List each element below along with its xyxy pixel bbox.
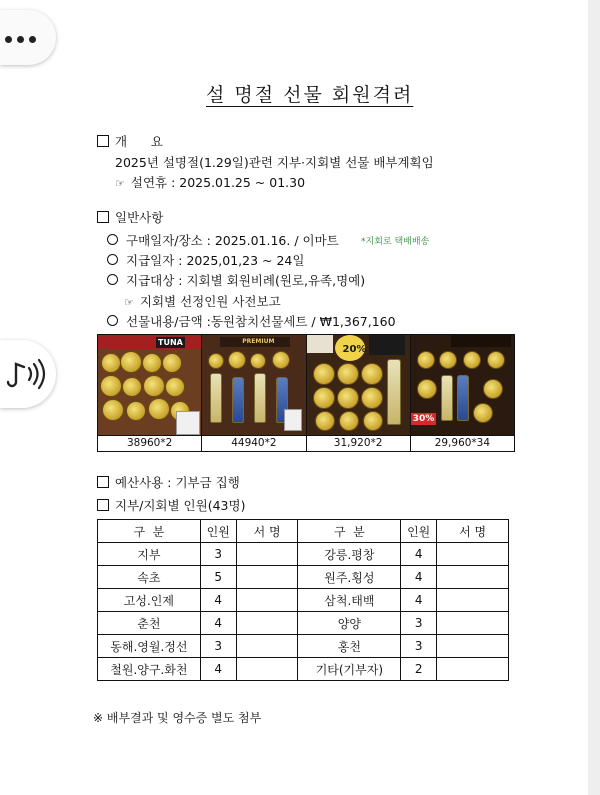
table-row	[98, 589, 509, 612]
photo-price: 44940*2	[202, 435, 305, 451]
table-row	[98, 658, 509, 681]
cell-branch: 춘천	[98, 612, 201, 635]
cell-branch: 고성.인제	[98, 589, 201, 612]
budget-line: 예산사용 : 기부금 집행	[97, 473, 240, 491]
text-to-speech-icon	[2, 356, 48, 392]
header-cell: 인원	[200, 520, 236, 543]
table-row	[98, 566, 509, 589]
cell-count: 4	[401, 589, 437, 612]
cell-branch: 동해.영월.정선	[98, 635, 201, 658]
photo-cell	[307, 335, 411, 451]
cell-signature	[236, 612, 298, 635]
cell-signature	[236, 566, 298, 589]
purchase-line: 구매일자/장소 : 2025.01.16. / 이마트	[107, 231, 339, 249]
gift-line: 선물내용/금액 :동원참치선물세트 / ₩1,367,160	[107, 312, 396, 330]
photo-label: 30%	[412, 414, 435, 424]
cell-signature	[437, 635, 509, 658]
header-cell: 서 명	[437, 520, 509, 543]
cell-count: 4	[200, 658, 236, 681]
gift-set-photo	[307, 335, 410, 435]
delivery-note: *지회로 택배배송	[361, 237, 430, 247]
circle-bullet-icon	[107, 234, 118, 245]
cell-signature	[437, 566, 509, 589]
photo-price: 29,960*34	[411, 435, 514, 451]
cell-count: 4	[401, 566, 437, 589]
circle-bullet-icon	[107, 315, 118, 326]
cell-signature	[437, 658, 509, 681]
cell-signature	[236, 658, 298, 681]
header-cell: 구 분	[98, 520, 201, 543]
gift-set-photo	[202, 335, 305, 435]
cell-branch: 원주.횡성	[298, 566, 401, 589]
cell-count: 5	[200, 566, 236, 589]
gift-set-photo	[98, 335, 201, 435]
cell-branch: 기타(기부자)	[298, 658, 401, 681]
photo-label: TUNA	[158, 338, 183, 347]
cell-count: 3	[200, 543, 236, 566]
target-sub-line: ☞ 지회별 선정인원 사전보고	[124, 294, 281, 309]
general-heading: 일반사항	[97, 208, 163, 226]
cell-signature	[236, 589, 298, 612]
table-header-row	[98, 520, 509, 543]
photo-cell	[98, 335, 202, 451]
overview-heading: 개 요	[97, 132, 163, 150]
cell-count: 4	[200, 612, 236, 635]
overview-line: 2025년 설명절(1.29일)관련 지부·지회별 선물 배부계획임	[115, 155, 434, 170]
header-cell: 구 분	[298, 520, 401, 543]
cell-branch: 철원.양구.화천	[98, 658, 201, 681]
photo-label: 20%	[342, 344, 367, 355]
photo-price: 31,920*2	[307, 435, 410, 451]
checkbox-square-icon	[97, 476, 109, 488]
target-line: 지급대상 : 지회별 회원비례(원로,유족,명예)	[107, 271, 365, 289]
cell-count: 3	[401, 612, 437, 635]
cell-branch: 속초	[98, 566, 201, 589]
side-panel	[0, 60, 56, 350]
cell-count: 4	[401, 543, 437, 566]
header-cell: 인원	[401, 520, 437, 543]
circle-bullet-icon	[107, 274, 118, 285]
cell-count: 3	[401, 635, 437, 658]
checkbox-square-icon	[97, 499, 109, 511]
cell-branch: 홍천	[298, 635, 401, 658]
checkbox-square-icon	[97, 135, 109, 147]
photo-cell	[202, 335, 306, 451]
gift-set-photo	[411, 335, 514, 435]
table-row	[98, 543, 509, 566]
gift-photo-strip	[97, 334, 515, 452]
circle-bullet-icon	[107, 254, 118, 265]
cell-signature	[236, 635, 298, 658]
cell-branch: 지부	[98, 543, 201, 566]
holiday-line: ☞ 설연휴 : 2025.01.25 ~ 01.30	[115, 175, 306, 190]
payment-date-line: 지급일자 : 2025,01,23 ~ 24일	[107, 251, 304, 269]
more-dots-icon	[5, 32, 41, 43]
more-options-button[interactable]	[0, 10, 56, 65]
document-title: 설 명절 선물 회원격려	[206, 84, 414, 106]
cell-signature	[437, 589, 509, 612]
cell-branch: 강릉.평창	[298, 543, 401, 566]
roster-heading: 지부/지회별 인원(43명)	[97, 496, 245, 514]
cell-count: 3	[200, 635, 236, 658]
cell-count: 2	[401, 658, 437, 681]
cell-signature	[236, 543, 298, 566]
cell-branch: 삼척.태백	[298, 589, 401, 612]
roster-table	[97, 519, 509, 681]
header-cell: 서 명	[236, 520, 298, 543]
cell-signature	[437, 612, 509, 635]
photo-price: 38960*2	[98, 435, 201, 451]
footnote: ※ 배부결과 및 영수증 별도 첨부	[93, 711, 262, 725]
pointing-hand-icon: ☞	[124, 296, 134, 309]
photo-label: PREMIUM	[242, 338, 275, 345]
table-row	[98, 635, 509, 658]
cell-branch: 양양	[298, 612, 401, 635]
pointing-hand-icon: ☞	[115, 177, 125, 190]
cell-count: 4	[200, 589, 236, 612]
cell-signature	[437, 543, 509, 566]
table-row	[98, 612, 509, 635]
checkbox-square-icon	[97, 211, 109, 223]
photo-cell	[411, 335, 514, 451]
